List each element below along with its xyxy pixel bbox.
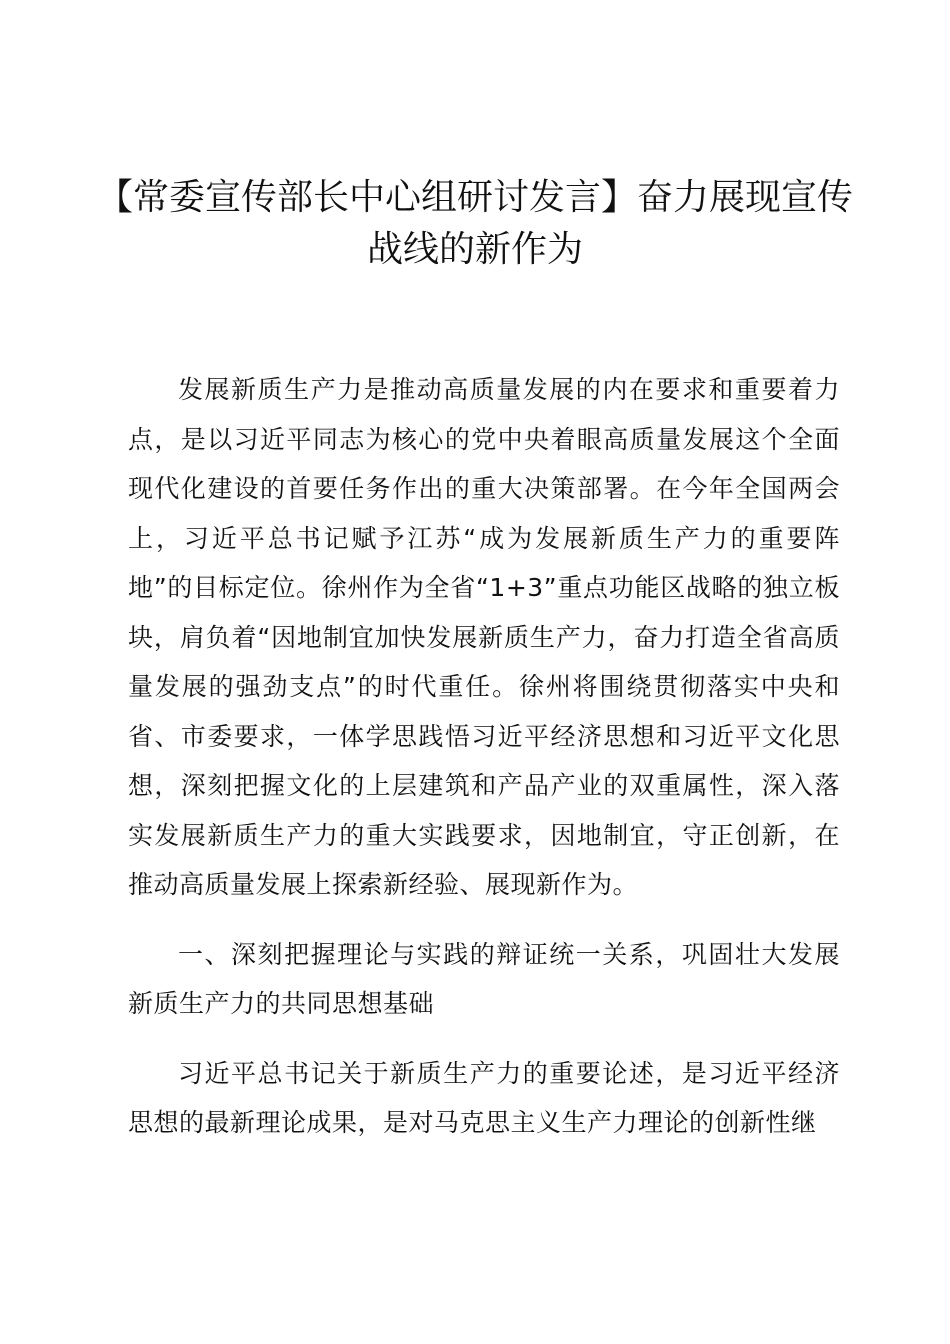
section-heading-1: 一、深刻把握理论与实践的辩证统一关系，巩固壮大发展新质生产力的共同思想基础 — [128, 939, 840, 1018]
paragraph-intro: 发展新质生产力是推动高质量发展的内在要求和重要着力点，是以习近平同志为核心的党中央着眼高质量发展这个全面现代化建设的首要任务作出的重大决策部署。在今年全国两会上，习近平总书记赋予江苏“成为发展新质生产力的重要阵地”的目标定位。徐州作为全省“1+3”重点功能区战略的独立板块，肩负着“因地制宜加快发展新质生产力，奋力打造全省高质量发展的强劲支点”的时代重任。徐州将围绕贯彻落实中央和省、市委要求，一体学思践悟习近平经济思想和习近平文化思想，深刻把握文化的上层建筑和产品产业的双重属性，深入落实发展新质生产力的重大实践要求，因地制宜，守正创新，在推动高质量发展上探索新经验、展现新作为。 — [128, 375, 840, 899]
document-body — [128, 365, 840, 1148]
document-title: 【常委宣传部长中心组研讨发言】奋力展现宣传战线的新作为 — [96, 177, 853, 270]
paragraph-section-1: 习近平总书记关于新质生产力的重要论述，是习近平经济思想的最新理论成果，是对马克思主义生产力理论的创新性继 — [128, 1058, 840, 1137]
